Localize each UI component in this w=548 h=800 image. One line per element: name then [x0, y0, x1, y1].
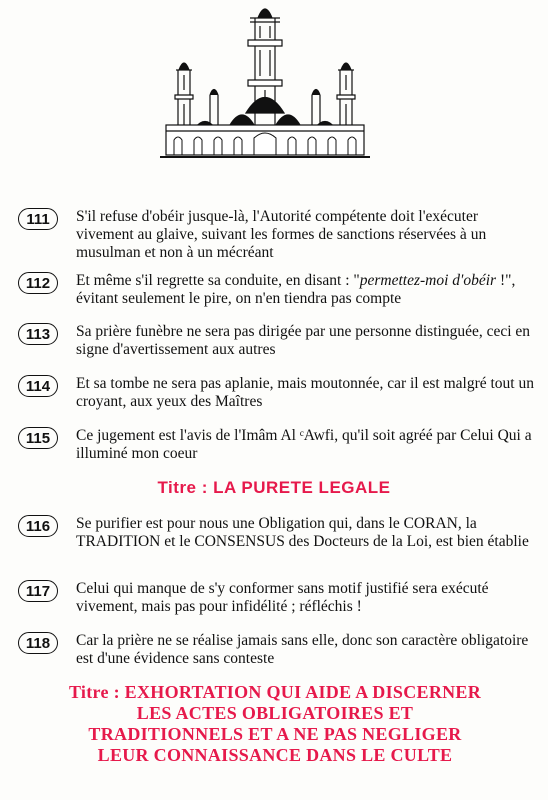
section-title-purete: Titre : LA PURETE LEGALE: [157, 478, 391, 497]
verse-114: [18, 375, 538, 411]
verse-text: Celui qui manque de s'y conformer sans motif justifié sera exécuté vivement, mais pas pour infidélité ; réfléchis !: [76, 580, 489, 615]
verse-text: Ce jugement est l'avis de l'Imâm Al ᶜAwfi, qu'il soit agréé par Celui Qui a illuminé mon coeur: [76, 427, 532, 462]
verse-number-badge: 113: [18, 323, 58, 345]
title-line: LES ACTES OBLIGATOIRES ET: [136, 703, 414, 723]
verse-text-part: Et même s'il regrette sa conduite, en disant : ": [76, 272, 360, 289]
title-line: LEUR CONNAISSANCE DANS LE CULTE: [97, 745, 453, 765]
verse-text: Car la prière ne se réalise jamais sans elle, donc son caractère obligatoire est d'une évidence sans conteste: [76, 632, 529, 667]
verse-number-badge: 114: [18, 375, 58, 397]
verse-text: [76, 272, 538, 308]
verse-text-italic: permettez-moi d'obéir: [359, 272, 497, 289]
section-title-exhortation: [30, 682, 520, 766]
mosque-illustration: [160, 0, 370, 160]
verse-number-badge: 112: [18, 272, 58, 294]
verse-number-badge: 117: [18, 580, 58, 602]
verse-text: Sa prière funèbre ne sera pas dirigée par une personne distinguée, ceci en signe d'avertissement aux autres: [76, 323, 531, 358]
verse-number-badge: 115: [18, 427, 58, 449]
verse-115: [18, 427, 538, 463]
title-line: Titre : EXHORTATION QUI AIDE A DISCERNER: [68, 682, 482, 702]
verse-text: Et sa tombe ne sera pas aplanie, mais moutonnée, car il est malgré tout un croyant, aux yeux des Maîtres: [76, 375, 534, 410]
verse-text: Se purifier est pour nous une Obligation qui, dans le CORAN, la TRADITION et le CONSENSUS des Docteurs de la Loi, est bien établie: [76, 515, 529, 550]
verse-number-badge: 111: [18, 208, 58, 230]
verse-111: [18, 208, 538, 262]
title-line: TRADITIONNELS ET A NE PAS NEGLIGER: [88, 724, 462, 744]
verse-112: [18, 272, 538, 308]
verse-text: S'il refuse d'obéir jusque-là, l'Autorité compétente doit l'exécuter vivement au glaive, suivant les formes de sanctions réservées à un musulman et non à un mécréant: [76, 208, 487, 261]
verse-number-badge: 116: [18, 515, 58, 537]
verse-text-part: !", évitant seulement le pire, on n'en tiendra pas compte: [76, 272, 516, 307]
verse-117: [18, 580, 538, 616]
verse-116: [18, 515, 538, 551]
verse-113: [18, 323, 538, 359]
verse-118: [18, 632, 538, 668]
verse-number-badge: 118: [18, 632, 58, 654]
